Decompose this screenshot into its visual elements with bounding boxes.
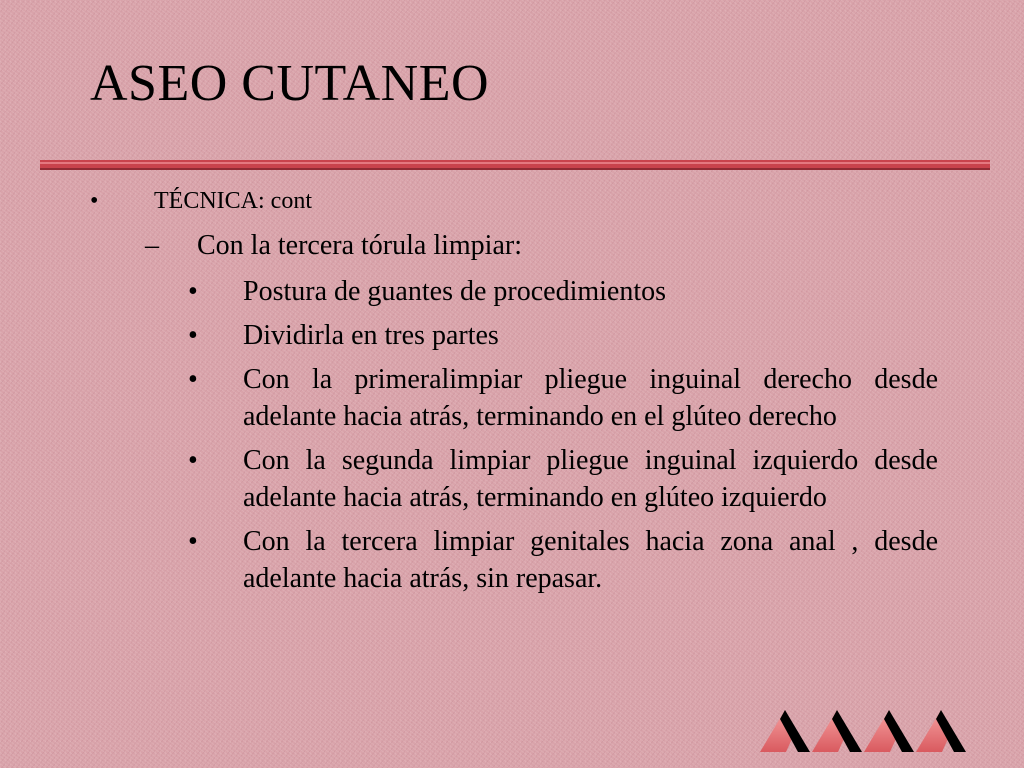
- bullet-marker: •: [188, 320, 198, 351]
- list-item-text: Con la segunda limpiar pliegue inguinal izquierdo desde adelante hacia atrás, terminando en glúteo izquierdo: [243, 445, 938, 513]
- pyramid-icon: [916, 710, 966, 752]
- bullet-marker: •: [188, 364, 198, 395]
- list-item: [188, 273, 938, 310]
- bullet-list-level3: [188, 273, 938, 604]
- list-item: [188, 361, 938, 435]
- bullet-marker: •: [90, 188, 99, 214]
- list-item-text: Con la primeralimpiar pliegue inguinal derecho desde adelante hacia atrás, terminando en el glúteo derecho: [243, 364, 938, 432]
- list-item: [188, 523, 938, 597]
- title-divider: [40, 160, 990, 168]
- list-item: [188, 442, 938, 516]
- bullet-text: Con la tercera tórula limpiar:: [197, 230, 522, 261]
- dash-marker: –: [145, 230, 159, 261]
- pyramid-decoration: [758, 708, 968, 754]
- pyramid-icon: [864, 710, 914, 752]
- list-item: [188, 317, 938, 354]
- pyramid-icon: [760, 710, 810, 752]
- list-item-text: Dividirla en tres partes: [243, 320, 499, 351]
- list-item-text: Con la tercera limpiar genitales hacia zona anal , desde adelante hacia atrás, sin repasar.: [243, 526, 938, 594]
- slide-title: ASEO CUTANEO: [90, 55, 490, 112]
- bullet-marker: •: [188, 526, 198, 557]
- pyramid-icon: [812, 710, 862, 752]
- bullet-marker: •: [188, 445, 198, 476]
- bullet-text: TÉCNICA: cont: [154, 188, 312, 214]
- bullet-marker: •: [188, 276, 198, 307]
- list-item-text: Postura de guantes de procedimientos: [243, 276, 667, 307]
